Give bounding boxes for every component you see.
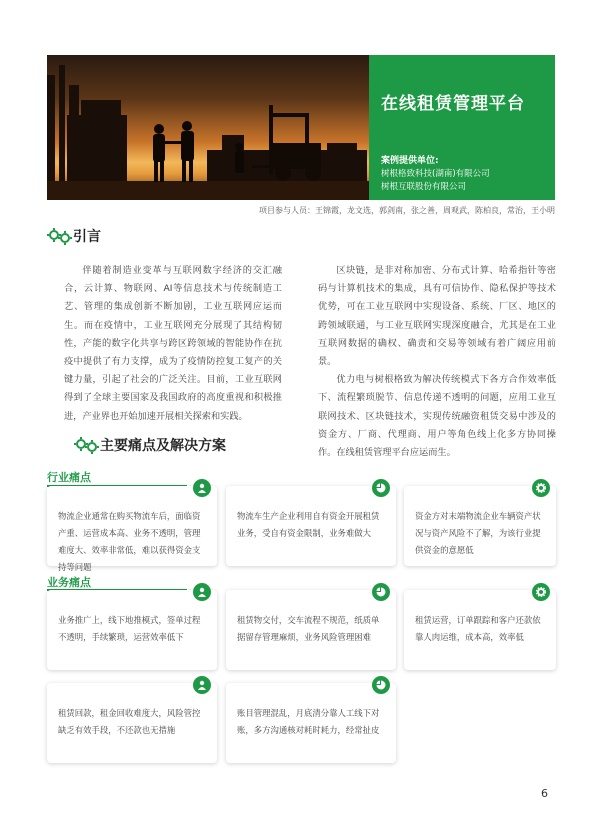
paragraph: 伴随着制造业变革与互联网数字经济的交汇融合，云计算、物联网、AI等信息技术与传统制造工艺、管理的集成创新不断加剧，工业互联网应运而生。而在疫情中，工业互联网充分展现了其结构韧性，产能的数字化共享与跨区跨领域的智能协作在抗疫中提供了有力支撑，成为了疫情防控复工复产的关键力量，引起了社会的广泛关注。目前，工业互联网得到了全球主要国家及我国政府的高度重视和积极推进，产业界也开始加速开展相关探索和实践。 — [64, 265, 282, 422]
user-icon — [193, 479, 211, 497]
section-title: 引言 — [73, 229, 101, 245]
pain-card — [404, 486, 556, 566]
intro-header — [47, 226, 101, 246]
pain-card-text: 租赁回款，租金回收难度大，风险管控缺乏有效手段，不还款也无措施 — [58, 708, 201, 735]
pain-card — [226, 486, 396, 566]
pain-card-text: 账目管理混乱，月底清分靠人工线下对账，多方沟通核对耗时耗力，经常扯皮 — [237, 708, 380, 735]
section-title: 主要痛点及解决方案 — [100, 438, 226, 454]
business-pain-label: 业务痛点 — [47, 576, 91, 589]
user-icon — [193, 676, 211, 694]
intro-left-text — [64, 262, 282, 426]
paragraph: 区块链，是非对称加密、分布式计算、哈希指针等密码与计算机技术的集成，具有可信协作、隐私保护等技术优势，可在工业互联网中实现设备、系统、厂区、地区的跨领域联通，与工业互联网实现深度融合，尤其是在工业互联网数据的确权、确责和交易等领域有着广阔应用前景。 — [318, 265, 556, 368]
pain-card-text: 租赁运营，订单跟踪和客户还款依靠人肉运维，成本高，效率低 — [415, 615, 541, 642]
page-number: 6 — [541, 787, 548, 800]
gears-icon — [47, 227, 73, 245]
pain-card-text: 资金方对末端物流企业车辆资产状况与资产风险不了解，为该行业提供资金的意愿低 — [415, 511, 541, 555]
pain-card — [47, 590, 217, 670]
gear-icon — [532, 479, 550, 497]
pain-card — [226, 683, 396, 763]
industry-pain-label: 行业痛点 — [47, 471, 91, 484]
pain-card-text: 租赁物交付，交车流程不规范，纸质单据留存管理麻烦，业务风险管理困难 — [237, 615, 380, 642]
hero-banner — [47, 55, 555, 200]
pie-chart-icon — [372, 583, 390, 601]
pie-chart-icon — [372, 676, 390, 694]
pain-header — [74, 435, 226, 455]
intro-right-text — [318, 262, 556, 462]
page-title: 在线租赁管理平台 — [381, 94, 525, 114]
pain-card — [47, 683, 217, 763]
pain-card — [226, 590, 396, 670]
hero-title-panel — [369, 55, 555, 200]
hero-image — [47, 55, 369, 200]
pie-chart-icon — [372, 479, 390, 497]
pain-card-text: 物流企业通常在购买物流车后，面临资产重、运营成本高、业务不透明，管理难度大、效率非常低，难以获得资金支持等问题 — [58, 511, 201, 572]
gear-icon — [532, 583, 550, 601]
paragraph: 优力电与树根格致为解决传统模式下各方合作效率低下、流程繁琐脱节、信息传递不透明的问题，应用工业互联网技术、区块链技术，实现传统融资租赁交易中涉及的资金方、厂商、代理商、用户等角色线上化多方协同操作。在线租赁管理平台应运而生。 — [318, 374, 556, 459]
user-icon — [193, 583, 211, 601]
provider-name: 树根互联股份有限公司 — [381, 182, 467, 192]
pain-card — [404, 590, 556, 670]
provider-label: 案例提供单位: — [381, 156, 439, 166]
pain-card — [47, 486, 217, 572]
provider-name: 树根格致科技(湖南)有限公司 — [381, 169, 490, 179]
pain-card-text: 业务推广上，线下地推模式，签单过程不透明，手续繁琐，运营效率低下 — [58, 615, 201, 642]
participants-line: 项目参与人员：王锦霞，龙文选，郭剑南，张之善，周观武，陈柏良，常治，王小明 — [259, 206, 555, 215]
gears-icon — [74, 436, 100, 454]
pain-card-text: 物流车生产企业利用自有资金开展租赁业务，受自有资金限制，业务难做大 — [237, 511, 380, 538]
